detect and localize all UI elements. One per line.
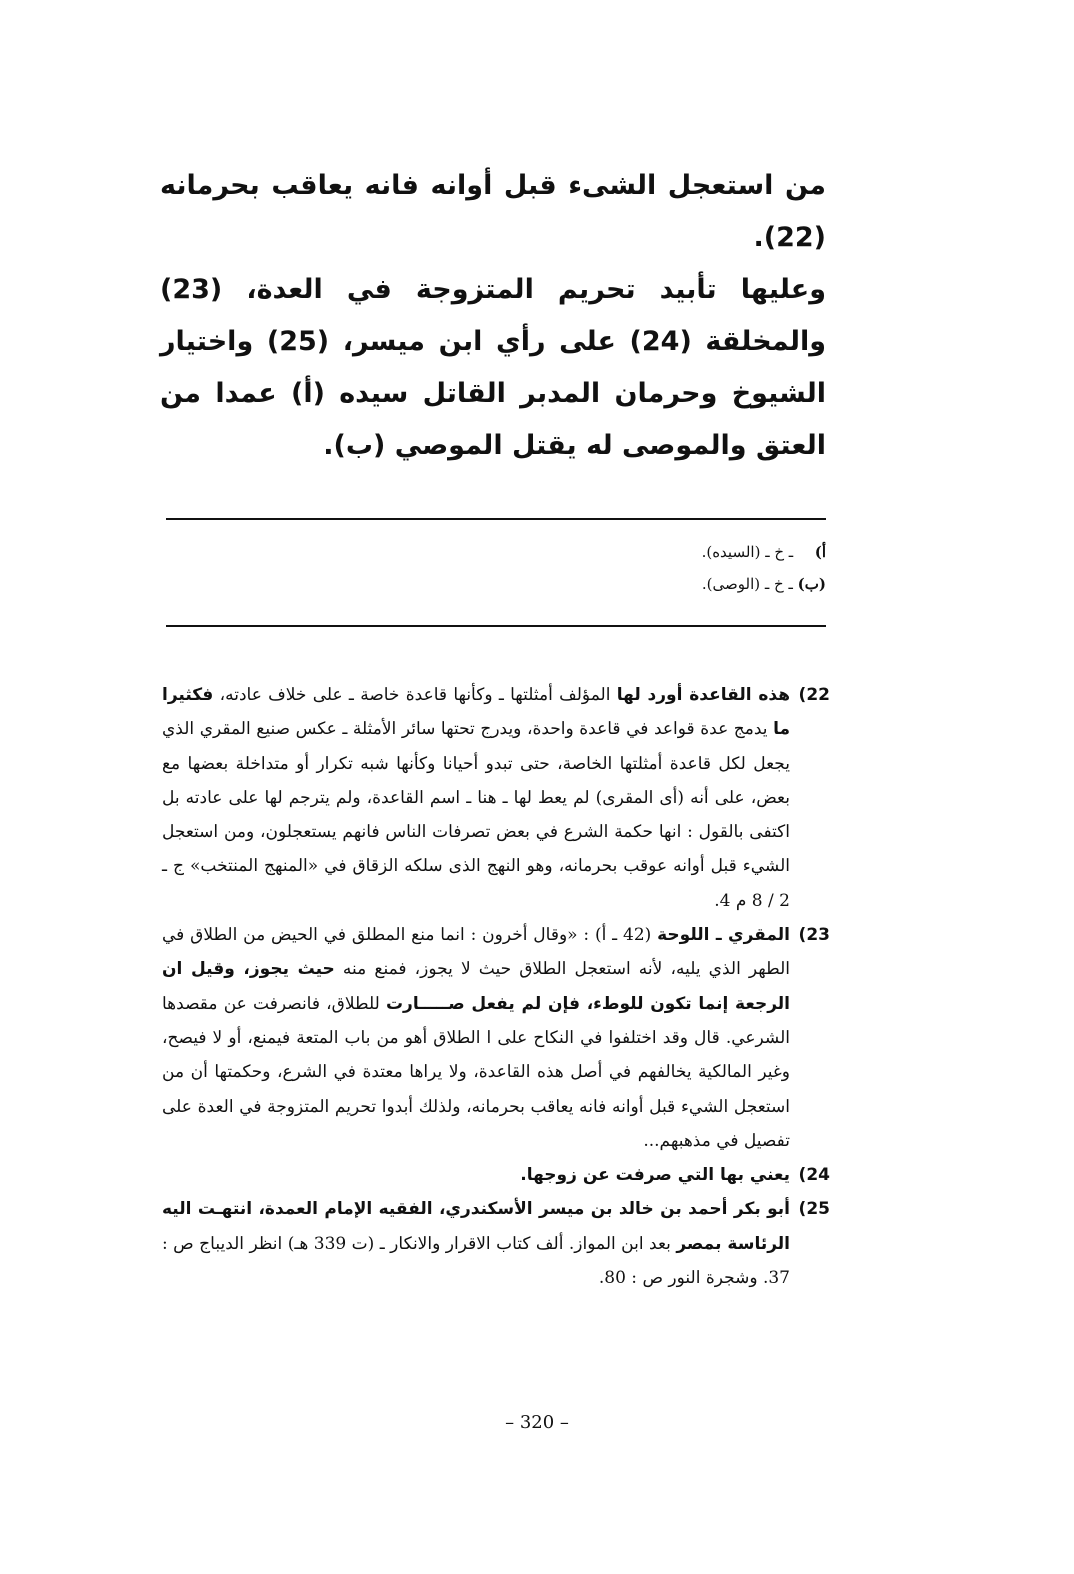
footnote-lead: هذه القاعدة أورد لها (616, 685, 790, 705)
footnote-number: 23) (798, 925, 830, 946)
main-text-block (160, 160, 826, 472)
variant-text: ـ خ ـ (الوصى). (701, 575, 793, 593)
footnote-lead: أبو بكر أحمد بن خالد بن ميسر الأسكندري، الفقيه الإمام العمدة، انتهـت اليه الرئاسة بمصر (162, 1199, 790, 1254)
footnote-text: (42 ـ أ) : «وقال أخرون : انما منع المطلق في الحيض من الطلاق في الطهر الذي يليه، لأنه استعجل الطلاق حيث لا يجوز، فمنع منه (162, 925, 790, 980)
footnote-number: 24) (798, 1165, 830, 1186)
footnote-24 (162, 1158, 830, 1192)
footnote-25 (162, 1192, 830, 1295)
footnote-23 (162, 918, 830, 1158)
footnote-lead: يعني بها التي صرفت عن زوجها. (520, 1165, 790, 1186)
main-text-paragraph: وعليها تأبيد تحريم المتزوجة في العدة، (23) والمخلقة (24) على رأي ابن ميسر، (25) واختيار الشيوخ وحرمان المدبر القاتل سيده (أ) عمدا من العتق والموصى له يقتل الموصي (ب). (160, 274, 827, 461)
page-number: – 320 – (505, 1412, 569, 1433)
footnote-text: للطلاق، فانصرفت عن مقصدها الشرعي. قال وقد اختلفوا في النكاح على ا الطلاق أهو من باب المتعة فيمنع، أو لا فيصح، وغير المالكية يخالفهم في أصل هذه القاعدة، ولا يراها معتدة في الشرع، وحكمتها أن من استعجل الشيء قبل أوانه فانه يعاقب بحرمانه، ولذلك أبدوا تحريم المتزوجة في العدة على تفصيل في مذهبهم... (162, 993, 790, 1151)
variant-item (166, 568, 826, 600)
footnote-22 (162, 678, 830, 918)
footnote-text: المؤلف أمثلتها ـ وكأنها قاعدة خاصة ـ على خلاف عادته، (213, 685, 617, 705)
variant-text: ـ خ ـ (السيده). (701, 543, 794, 561)
footnote-number: 22) (798, 685, 830, 705)
footnote-number: 25) (798, 1199, 830, 1220)
footnotes (162, 678, 830, 1295)
footnote-bold-text: فكثيرا ما (162, 685, 790, 740)
bottom-divider-rule (166, 625, 826, 627)
footnote-text: يدمج عدة قواعد في قاعدة واحدة، ويدرج تحتها سائر الأمثلة ـ عكس صنيع المقري الذي يجعل لكل قاعدة أمثلتها الخاصة، حتى تبدو أحيانا وكأنها شبه تكرار أو متداخلة بعضها مع بعض، على أنه (أى المقرى) لم يعط لها ـ هنا ـ اسم القاعدة، ولم يترجم لها على عادته بل اكتفى بالقول : انها حكمة الشرع في بعض تصرفات الناس فانهم يستعجلون، ومن استعجل الشيء قبل أوانه عوقب بحرمانه، وهو النهج الذى سلكه الزقاق في «المنهج المنتخب» ج ـ 2 / 8 م 4. (162, 719, 790, 911)
variant-mark: أ) (814, 543, 826, 561)
footnote-text: بعد ابن المواز. ألف كتاب الاقرار والانكار ـ (ت 339 هـ) انظر الديباج ص : 37. وشجرة النور ص : 80. (162, 1233, 790, 1289)
variant-item (166, 536, 826, 568)
footnote-bold-text: حيث يجوز، وقيل ان الرجعة إنما تكون للوطء، فإن لم يفعل صـــــارت (162, 959, 790, 1014)
variant-mark: (ب) (797, 575, 826, 593)
manuscript-variants (166, 536, 826, 600)
footnote-lead: المقري ـ اللوحة (657, 925, 791, 946)
main-text-line-1: من استعجل الشىء قبل أوانه فانه يعاقب بحرمانه (22). (160, 170, 826, 253)
top-divider-rule (166, 518, 826, 520)
